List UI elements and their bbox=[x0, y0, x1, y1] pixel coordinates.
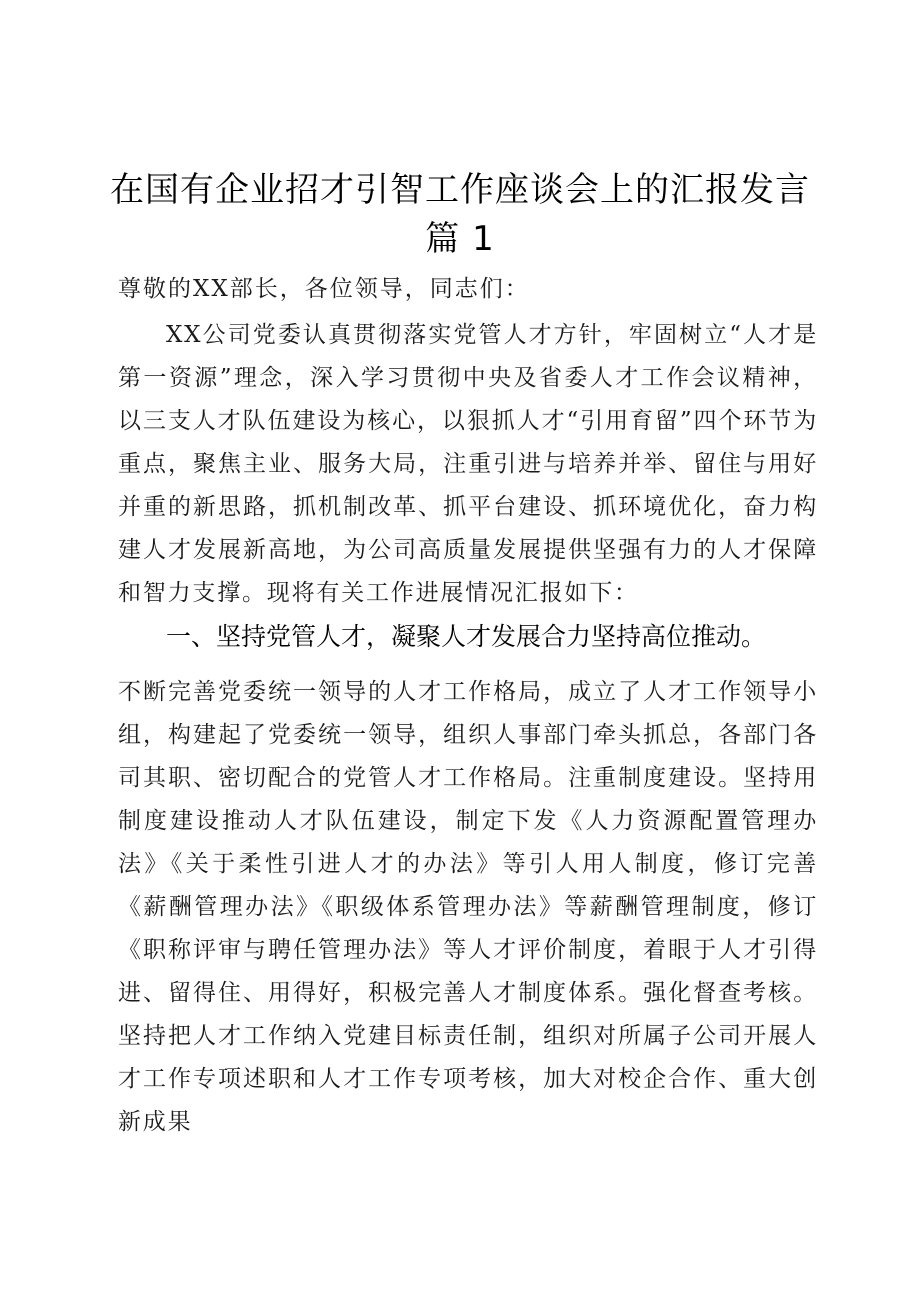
intro-paragraph: XX公司党委认真贯彻落实党管人才方针，牢固树立“人才是第一资源”理念，深入学习贯彻中央及省委人才工作会议精神，以三支人才队伍建设为核心，以狠抓人才“引用育留”四个环节为重点，聚焦主业、服务大局，注重引进与培养并举、留住与用好并重的新思路，抓机制改革、抓平台建设、抓环境优化，奋力构建人才发展新高地，为公司高质量发展提供坚强有力的人才保障和智力支撑。现将有关工作进展情况汇报如下： bbox=[118, 322, 818, 606]
document-title: 在国有企业招才引智工作座谈会上的汇报发言 bbox=[110, 170, 810, 210]
document-title-subtitle: 篇 1 bbox=[425, 219, 495, 259]
section-heading: 一、坚持党管人才，凝聚人才发展合力坚持高位推动。 bbox=[166, 622, 767, 651]
section-body-paragraph: 不断完善党委统一领导的人才工作格局，成立了人才工作领导小组，构建起了党委统一领导，组织人事部门牵头抓总，各部门各司其职、密切配合的党管人才工作格局。注重制度建设。坚持用制度建设推动人才队伍建设，制定下发《人力资源配置管理办法》《关于柔性引进人才的办法》等引人用人制度，修订完善《薪酬管理办法》《职级体系管理办法》等薪酬管理制度，修订《职称评审与聘任管理办法》等人才评价制度，着眼于人才引得进、留得住、用得好，积极完善人才制度体系。强化督查考核。坚持把人才工作纳入党建目标责任制，组织对所属子公司开展人才工作专项述职和人才工作专项考核，加大对校企合作、重大创新成果 bbox=[118, 679, 818, 1135]
salutation: 尊敬的XX部长，各位领导，同志们： bbox=[118, 276, 530, 302]
